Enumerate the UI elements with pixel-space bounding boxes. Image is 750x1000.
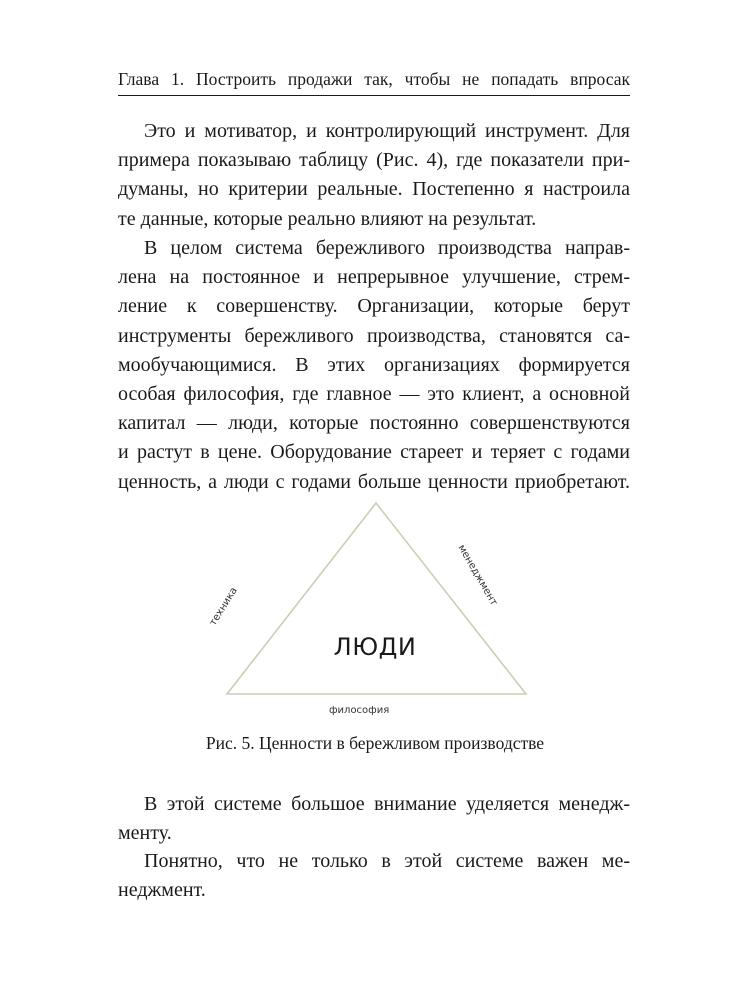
text-line: ценность, а люди с годами больше ценности приобретают. bbox=[118, 470, 630, 493]
text-line: и растут в цене. Оборудование стареет и теряет с годами bbox=[118, 441, 630, 464]
text-line: мообучающимися. В этих организациях формируется bbox=[118, 353, 630, 376]
triangle-outline bbox=[227, 503, 526, 694]
values-triangle-figure bbox=[207, 495, 545, 725]
triangle-center-label: ЛЮДИ bbox=[333, 633, 417, 661]
figure-caption: Рис. 5. Ценности в бережливом производстве bbox=[205, 733, 545, 753]
triangle-diagram bbox=[215, 495, 545, 725]
text-line: инструменты бережливого производства, становятся са- bbox=[118, 324, 630, 347]
paragraph-2 bbox=[118, 234, 630, 497]
paragraph-1 bbox=[118, 117, 630, 234]
triangle-left-label: техника bbox=[207, 585, 240, 628]
triangle-right-label: менеджмент bbox=[455, 543, 500, 608]
text-line: В целом система бережливого производства направ- bbox=[144, 237, 630, 259]
text-line: капитал — люди, которые постоянно совершенствуются bbox=[118, 412, 630, 435]
triangle-bottom-label: философия bbox=[329, 705, 390, 716]
text-line: ление к совершенству. Организации, которые берут bbox=[118, 295, 630, 318]
paragraph-3 bbox=[118, 790, 630, 848]
paragraph-4 bbox=[118, 847, 630, 905]
text-line: менту. bbox=[118, 822, 172, 845]
text-line: думаны, но критерии реальные. Постепенно я настроила bbox=[118, 178, 630, 201]
text-line: особая философия, где главное — это клиент, а основной bbox=[118, 383, 630, 406]
text-line: Это и мотиватор, и контролирующий инструмент. Для bbox=[144, 120, 630, 142]
text-line: лена на постоянное и непрерывное улучшение, стрем- bbox=[118, 266, 630, 289]
header-rule bbox=[118, 95, 630, 96]
running-head: Глава 1. Построить продажи так, чтобы не попадать впросак bbox=[118, 69, 630, 89]
text-line: примера показываю таблицу (Рис. 4), где показатели при- bbox=[118, 149, 630, 172]
text-line: В этой системе большое внимание уделяется менедж- bbox=[144, 793, 630, 815]
text-line: Понятно, что не только в этой системе важен ме- bbox=[144, 850, 630, 872]
text-line: те данные, которые реально влияют на результат. bbox=[118, 207, 537, 230]
text-line: неджмент. bbox=[118, 879, 206, 902]
